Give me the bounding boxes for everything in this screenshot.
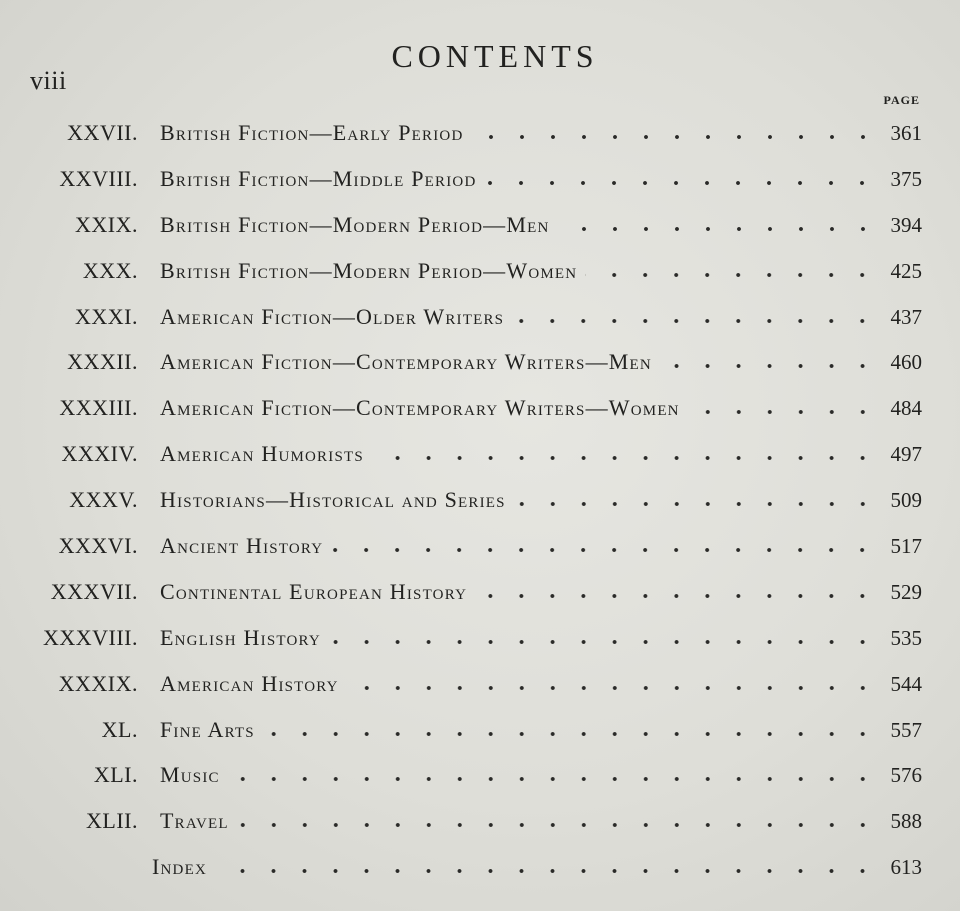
dot-leader [372,455,878,461]
toc-entry [0,202,960,248]
dot-leader [660,363,878,369]
chapter-title: Music [160,762,220,788]
page-column-heading: PAGE [883,93,920,107]
dot-leader [331,547,878,553]
chapter-numeral: XXXIII. [59,395,138,421]
chapter-numeral: XXXII. [67,349,138,375]
dot-leader [237,822,878,828]
chapter-title: Ancient History [160,532,324,558]
dot-leader [228,776,878,782]
dot-leader [472,134,879,140]
chapter-numeral: XXX. [82,257,138,283]
page-title: CONTENTS [391,38,599,74]
toc-entry [0,523,960,569]
toc-entry [0,752,960,798]
toc-entry [0,569,960,615]
toc-entry-index [0,844,960,890]
chapter-numeral: XL. [101,716,138,742]
table-of-contents [0,110,960,890]
toc-entry [0,615,960,661]
dot-leader [512,318,878,324]
toc-entry [0,707,960,753]
chapter-page: 425 [890,258,922,283]
chapter-title: Fine Arts [160,716,255,742]
chapter-title: British Fiction—Modern Period—Women [160,257,578,283]
dot-leader [688,409,878,415]
chapter-numeral: XLII. [86,808,138,834]
toc-entry [0,294,960,340]
chapter-title: British Fiction—Early Period [160,119,464,145]
chapter-title: American Fiction—Older Writers [160,303,505,329]
chapter-page: 517 [890,533,922,558]
chapter-numeral: XXVIII. [59,165,138,191]
chapter-numeral: XXXV. [69,487,138,513]
toc-entry [0,110,960,156]
toc-entry [0,431,960,477]
toc-entry [0,385,960,431]
chapter-page: 361 [890,120,922,145]
chapter-numeral: XXXIV. [61,441,138,467]
dot-leader [215,868,878,874]
chapter-page: 437 [890,304,922,329]
dot-leader [263,731,878,737]
chapter-page: 509 [890,488,922,513]
chapter-numeral: XLI. [93,762,138,788]
chapter-title: American History [160,670,339,696]
chapter-page: 484 [890,396,922,421]
chapter-title: American Humorists [160,441,364,467]
dot-leader [585,272,878,278]
chapter-numeral: XXXIX. [58,670,138,696]
dot-leader [475,593,878,599]
dot-leader [514,501,878,507]
chapter-numeral: XXXI. [75,303,138,329]
chapter-page: 394 [890,212,922,237]
dot-leader [558,226,878,232]
chapter-title: Continental European History [160,578,468,604]
chapter-page: 375 [890,166,922,191]
chapter-page: 535 [890,625,922,650]
chapter-numeral: XXIX. [75,211,138,237]
chapter-title: British Fiction—Modern Period—Men [160,211,550,237]
index-title: Index [152,854,207,880]
dot-leader [329,639,878,645]
chapter-title: American Fiction—Contemporary Writers—Men [160,349,652,375]
chapter-title: Historians—Historical and Series [160,487,506,513]
dot-leader [484,180,878,186]
chapter-page: 544 [890,671,922,696]
chapter-title: Travel [160,808,229,834]
dot-leader [347,685,878,691]
chapter-page: 460 [890,350,922,375]
chapter-page: 529 [890,579,922,604]
toc-entry [0,339,960,385]
toc-entry [0,661,960,707]
chapter-page: 557 [890,717,922,742]
toc-entry [0,477,960,523]
chapter-title: English History [160,624,321,650]
chapter-title: American Fiction—Contemporary Writers—Women [160,395,680,421]
chapter-numeral: XXXVIII. [42,624,138,650]
page-number: viii [30,66,67,95]
index-page: 613 [890,855,922,880]
toc-entry [0,798,960,844]
chapter-numeral: XXXVI. [58,532,138,558]
chapter-numeral: XXXVII. [50,578,138,604]
chapter-numeral: XXVII. [67,119,138,145]
chapter-page: 588 [890,809,922,834]
chapter-page: 497 [890,442,922,467]
toc-entry [0,156,960,202]
chapter-page: 576 [890,763,922,788]
toc-entry [0,248,960,294]
chapter-title: British Fiction—Middle Period [160,165,477,191]
